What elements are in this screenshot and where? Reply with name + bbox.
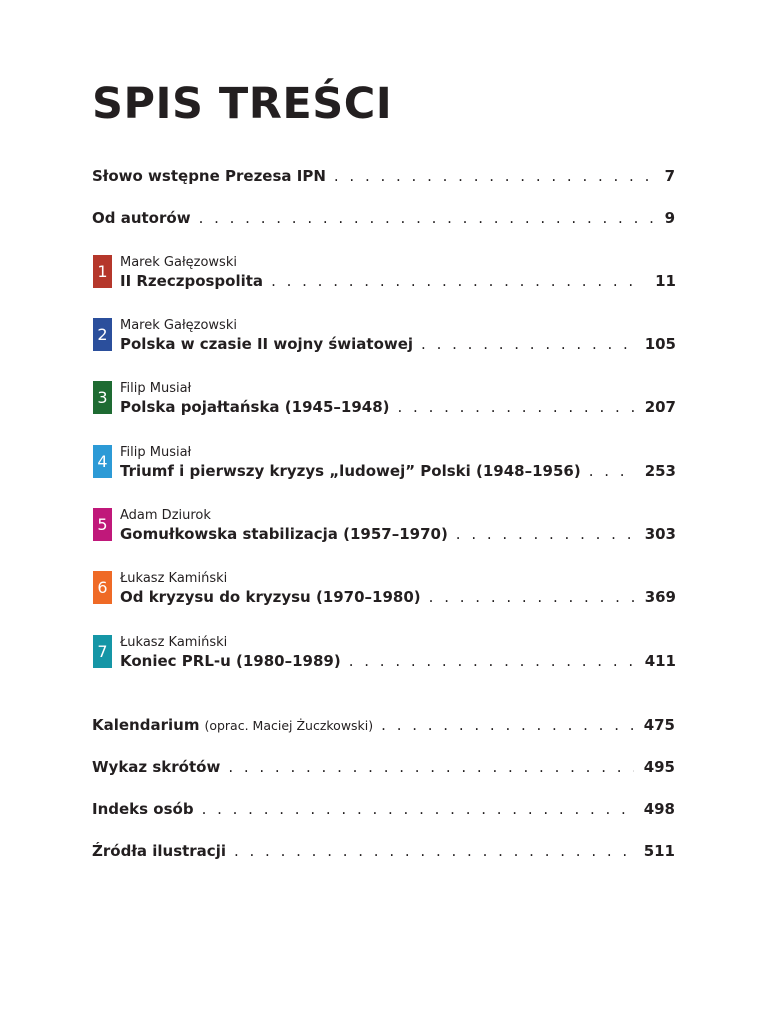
entry-page: 511	[643, 842, 675, 860]
chapter-author: Łukasz Kamiński	[120, 635, 228, 650]
leader-dots	[202, 799, 634, 819]
chapter-title: Koniec PRL-u (1980–1989)	[120, 652, 341, 670]
chapter-page: 303	[644, 525, 676, 543]
chapter-number-badge: 3	[93, 381, 112, 414]
entry-title: Słowo wstępne Prezesa IPN	[92, 167, 326, 185]
chapter-title: Polska w czasie II wojny światowej	[120, 335, 414, 353]
leader-dots	[381, 715, 634, 735]
chapter-title: Triumf i pierwszy kryzys „ludowej” Polski (1948–1956)	[120, 462, 581, 480]
entry-note: (oprac. Maciej Żuczkowski)	[204, 718, 374, 733]
chapter-number-badge: 6	[93, 571, 112, 604]
chapter-page: 11	[655, 272, 676, 290]
leader-dots	[421, 334, 635, 354]
toc-entry-preface[interactable]	[92, 166, 675, 186]
chapter-number-badge: 7	[93, 635, 112, 668]
chapter-page: 253	[644, 462, 676, 480]
page-title: SPIS TREŚCI	[92, 79, 393, 129]
chapter-author: Marek Gałęzowski	[120, 255, 237, 270]
entry-title: Indeks osób	[92, 800, 194, 818]
leader-dots	[349, 651, 635, 671]
chapter-author: Filip Musiał	[120, 381, 192, 396]
entry-title: Źródła ilustracji	[92, 842, 226, 860]
leader-dots	[429, 587, 635, 607]
entry-page: 9	[664, 209, 675, 227]
toc-entry-abbreviations[interactable]	[92, 757, 675, 777]
entry-page: 7	[664, 167, 675, 185]
entry-page: 475	[643, 716, 675, 734]
leader-dots	[199, 208, 655, 228]
chapter-page: 207	[644, 398, 676, 416]
chapter-page: 411	[644, 652, 676, 670]
toc-entry-authors-note[interactable]	[92, 208, 675, 228]
chapter-page: 105	[644, 335, 676, 353]
chapter-author: Łukasz Kamiński	[120, 571, 228, 586]
entry-page: 498	[643, 800, 675, 818]
entry-title: Wykaz skrótów	[92, 758, 221, 776]
chapter-number-badge: 1	[93, 255, 112, 288]
chapter-title: Polska pojałtańska (1945–1948)	[120, 398, 390, 416]
chapter-page: 369	[644, 588, 676, 606]
toc-entry-index[interactable]	[92, 799, 675, 819]
leader-dots	[234, 841, 634, 861]
leader-dots	[398, 397, 635, 417]
entry-title: Od autorów	[92, 209, 191, 227]
chapter-title: Gomułkowska stabilizacja (1957–1970)	[120, 525, 448, 543]
leader-dots	[228, 757, 633, 777]
chapter-number-badge: 2	[93, 318, 112, 351]
chapter-author: Adam Dziurok	[120, 508, 211, 523]
chapter-number-badge: 5	[93, 508, 112, 541]
chapter-number-badge: 4	[93, 445, 112, 478]
chapter-author: Filip Musiał	[120, 445, 192, 460]
chapter-title: II Rzeczpospolita	[120, 272, 264, 290]
toc-entry-calendar[interactable]	[92, 715, 675, 736]
leader-dots	[456, 524, 635, 544]
chapter-title: Od kryzysu do kryzysu (1970–1980)	[120, 588, 421, 606]
entry-page: 495	[643, 758, 675, 776]
toc-entry-sources[interactable]	[92, 841, 675, 861]
leader-dots	[271, 271, 645, 291]
chapter-author: Marek Gałęzowski	[120, 318, 237, 333]
leader-dots	[589, 461, 635, 481]
leader-dots	[334, 166, 655, 186]
entry-title: Kalendarium	[92, 716, 200, 734]
